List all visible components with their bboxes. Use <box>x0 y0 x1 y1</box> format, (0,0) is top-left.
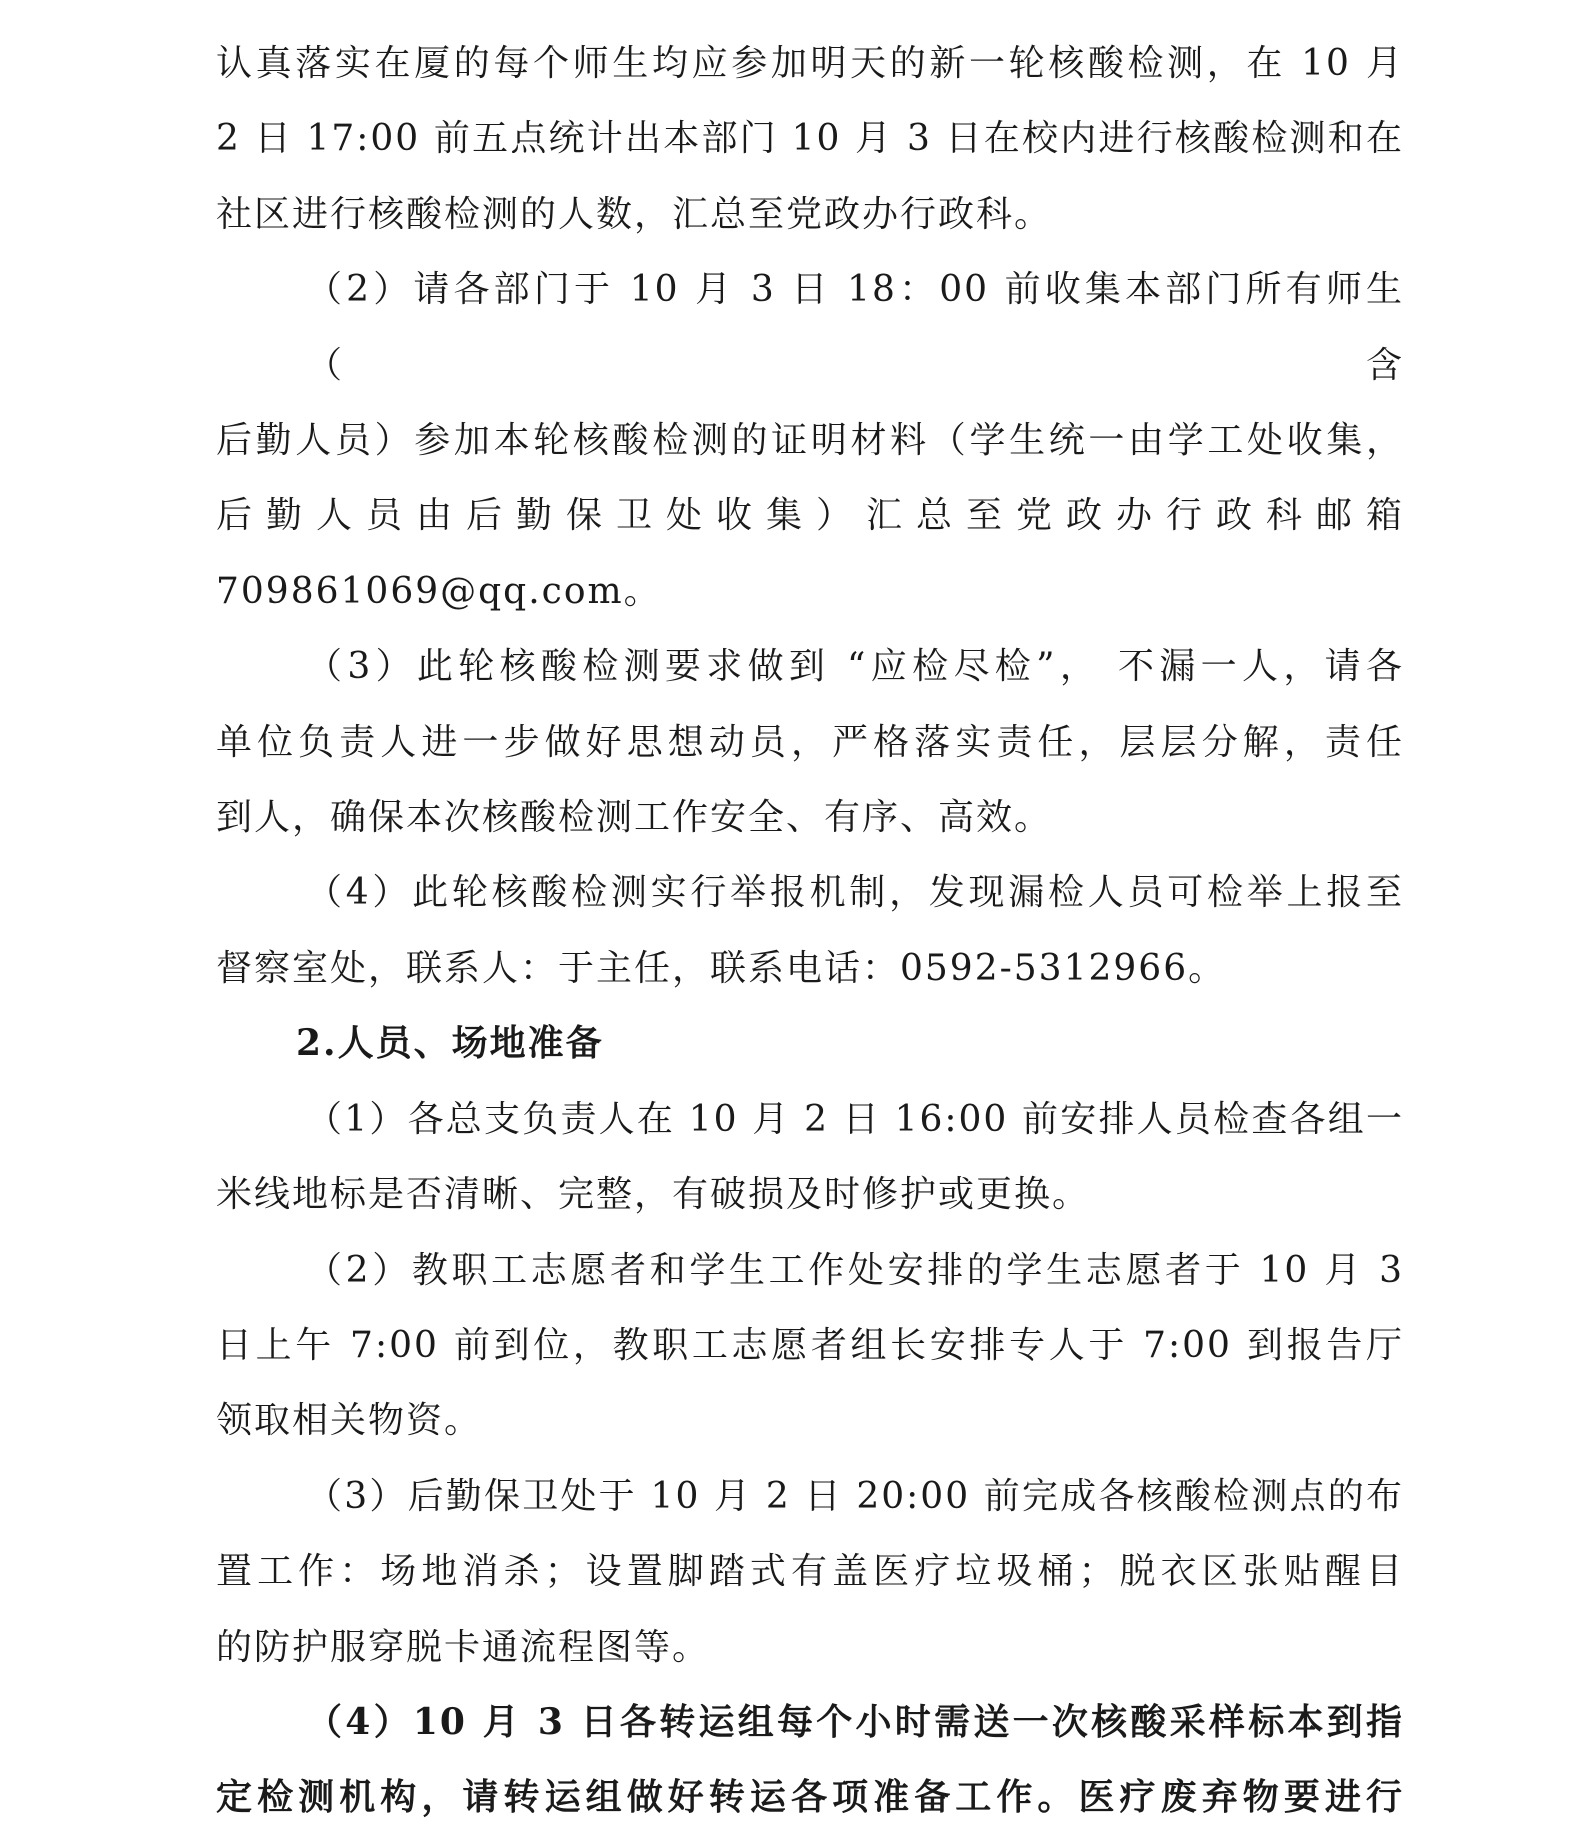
paragraph-prep-3 <box>216 1459 1404 1685</box>
paragraph-item-4 <box>216 855 1404 1006</box>
text-line: 置工作：场地消杀；设置脚踏式有盖医疗垃圾桶；脱衣区张贴醒目 <box>216 1551 1404 1593</box>
text-line: 的防护服穿脱卡通流程图等。 <box>216 1626 711 1668</box>
text-line: 社区进行核酸检测的人数，汇总至党政办行政科。 <box>216 193 1053 235</box>
text-line: 米线地标是否清晰、完整，有破损及时修护或更换。 <box>216 1174 1091 1216</box>
text-line: 认真落实在厦的每个师生均应参加明天的新一轮核酸检测，在 10 月 <box>216 43 1404 84</box>
text-line: 后勤人员）参加本轮核酸检测的证明材料（学生统一由学工处收集， <box>216 420 1404 462</box>
paragraph-prep-2 <box>216 1233 1404 1459</box>
text-line: （4）10 月 3 日各转运组每个小时需送一次核酸采样标本到指 <box>306 1700 1404 1743</box>
text-line: （2）请各部门于 10 月 3 日 18：00 前收集本部门所有师生（含 <box>306 269 1404 386</box>
text-line: （2）教职工志愿者和学生工作处安排的学生志愿者于 10 月 3 <box>306 1249 1404 1291</box>
paragraph-item-3 <box>216 629 1404 855</box>
text-line: 到人，确保本次核酸检测工作安全、有序、高效。 <box>216 797 1053 839</box>
text-line: 单位负责人进一步做好思想动员，严格落实责任，层层分解，责任 <box>216 721 1404 763</box>
text-line: （4）此轮核酸检测实行举报机制，发现漏检人员可检举上报至 <box>306 872 1404 914</box>
text-line: 督察室处，联系人：于主任，联系电话：0592-5312966。 <box>216 947 1227 989</box>
text-line: （3）后勤保卫处于 10 月 2 日 20:00 前完成各核酸检测点的布 <box>306 1475 1404 1517</box>
text-line: 709861069@qq.com。 <box>216 570 662 612</box>
section-heading <box>216 1006 1404 1081</box>
document-page <box>216 26 1404 1836</box>
text-line: （3）此轮核酸检测要求做到 “应检尽检”， 不漏一人，请各 <box>306 646 1404 688</box>
text-line: 2 日 17:00 前五点统计出本部门 10 月 3 日在校内进行核酸检测和在 <box>216 118 1404 160</box>
text-line: 后勤人员由后勤保卫处收集）汇总至党政办行政科邮箱 <box>216 495 1404 537</box>
text-line: （1）各总支负责人在 10 月 2 日 16:00 前安排人员检查各组一 <box>306 1098 1404 1140</box>
paragraph-prep-4 <box>216 1685 1404 1836</box>
paragraph-prep-1 <box>216 1082 1404 1233</box>
paragraph-item-2 <box>216 252 1404 629</box>
text-line: 领取相关物资。 <box>216 1400 483 1442</box>
paragraph-continuation <box>216 26 1404 252</box>
heading-text: 2.人员、场地准备 <box>296 1022 604 1065</box>
text-line: 日上午 7:00 前到位，教职工志愿者组长安排专人于 7:00 到报告厅 <box>216 1324 1404 1366</box>
text-line: 定检测机构，请转运组做好转运各项准备工作。医疗废弃物要进行 <box>216 1776 1404 1819</box>
